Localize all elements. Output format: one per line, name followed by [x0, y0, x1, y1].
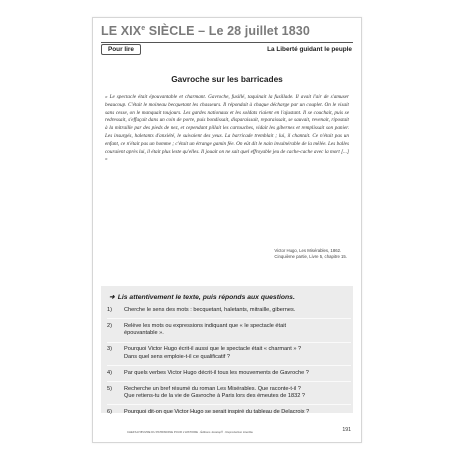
- question-separator: [107, 342, 351, 343]
- question-item: [107, 307, 351, 314]
- header-title-superscript: e: [141, 25, 146, 32]
- question-number: 5): [107, 385, 112, 392]
- question-separator: [107, 381, 351, 382]
- question-text-line: Par quels verbes Victor Hugo décrit-il tous les mouvements de Gavroche ?: [124, 369, 309, 376]
- question-number: 3): [107, 346, 112, 353]
- arrow-right-icon: ➜: [109, 294, 115, 301]
- question-text-line: Pourquoi dit-on que Victor Hugo se serait inspiré du tableau de Delacroix ?: [124, 409, 310, 416]
- footer-text: CHEFS-D'ŒUVRE DU PATRIMOINE POUR L'HISTOIRE · Éditions Jocatop® · Reproduction interdite: [127, 430, 253, 434]
- question-separator: [107, 365, 351, 366]
- reading-title: Gavroche sur les barricades: [171, 74, 283, 84]
- question-item: [107, 370, 351, 377]
- source-line-1: Victor Hugo, Les Misérables, 1862.: [274, 248, 342, 253]
- question-separator: [107, 404, 351, 405]
- worksheet-page: [92, 17, 362, 443]
- question-text-line: Dans quel sens emploie-t-il ce qualificatif ?: [124, 353, 231, 360]
- question-number: 4): [107, 369, 112, 376]
- question-text-line: épouvantable ».: [124, 330, 164, 337]
- questions-list: [107, 307, 351, 420]
- question-text-line: Relève les mots ou expressions indiquant que « le spectacle était: [124, 323, 287, 330]
- excerpt-text: « Le spectacle était épouvantable et charmant. Gavroche, fusillé, taquinait la fusillade. Il avait l'air de s'amuser beaucoup. C'était le moineau becquetant les chasseurs. Il répondait à chaque décharge par un couplet. On le visait sans cesse, on le manquait toujours. Les gardes nationaux et les soldats riaient en l'ajustant. Il se couchait, puis se redressait, s'effaçait dans un coin de porte, puis bondissait, disparaissait, reparaissait, se sauvait, revenait, ripostait à la mitraille par des pieds de nez, et cependant pillait les cartouches, vidait les gibernes et remplissait son panier. Les insurgés, haletants d'anxiété, le suivaient des yeux. La barricade tremblait ; lui, il chantait. Ce n'était pas un enfant, ce n'était pas un homme ; c'était un étrange gamin fée. On eût dit le nain invulnérable de la mêlée. Les balles couraient après lui, il était plus leste qu'elles. Il jouait on ne sait quel effroyable jeu de cache-cache avec la mort [...] »: [105, 94, 349, 163]
- question-text-line: Que retiens-tu de la vie de Gavroche à Paris lors des émeutes de 1832 ?: [124, 393, 305, 400]
- question-item: [107, 323, 351, 338]
- question-number: 2): [107, 323, 112, 330]
- question-number: 6): [107, 409, 112, 416]
- header-date: – Le 28 juillet 1830: [194, 24, 310, 38]
- excerpt-source: [274, 248, 347, 260]
- section-subject: La Liberté guidant le peuple: [267, 46, 352, 53]
- questions-box: [101, 286, 353, 416]
- questions-heading: [109, 293, 295, 301]
- question-text-line: Pourquoi Victor Hugo écrit-il aussi que le spectacle était « charmant » ?: [124, 346, 302, 353]
- source-line-2: Cinquième partie, Livre 5, chapitre 15.: [274, 254, 347, 259]
- section-tag: Pour lire: [101, 44, 141, 55]
- question-text-line: Cherche le sens des mots : becquetant, haletants, mitraille, gibernes.: [124, 307, 296, 313]
- question-item: [107, 346, 351, 361]
- header-title-rest: SIÈCLE: [145, 24, 195, 38]
- header-title: LE XIX: [101, 24, 142, 38]
- header-rule: [101, 42, 353, 43]
- question-item: [107, 409, 351, 416]
- page-number: 191: [342, 427, 351, 433]
- question-item: [107, 386, 351, 401]
- question-number: 1): [107, 307, 112, 313]
- question-text-line: Recherche un bref résumé du roman Les Misérables. Que raconte-t-il ?: [124, 385, 301, 392]
- page-header: [101, 24, 310, 38]
- question-separator: [107, 318, 351, 319]
- questions-heading-text: Lis attentivement le texte, puis réponds aux questions.: [117, 294, 295, 301]
